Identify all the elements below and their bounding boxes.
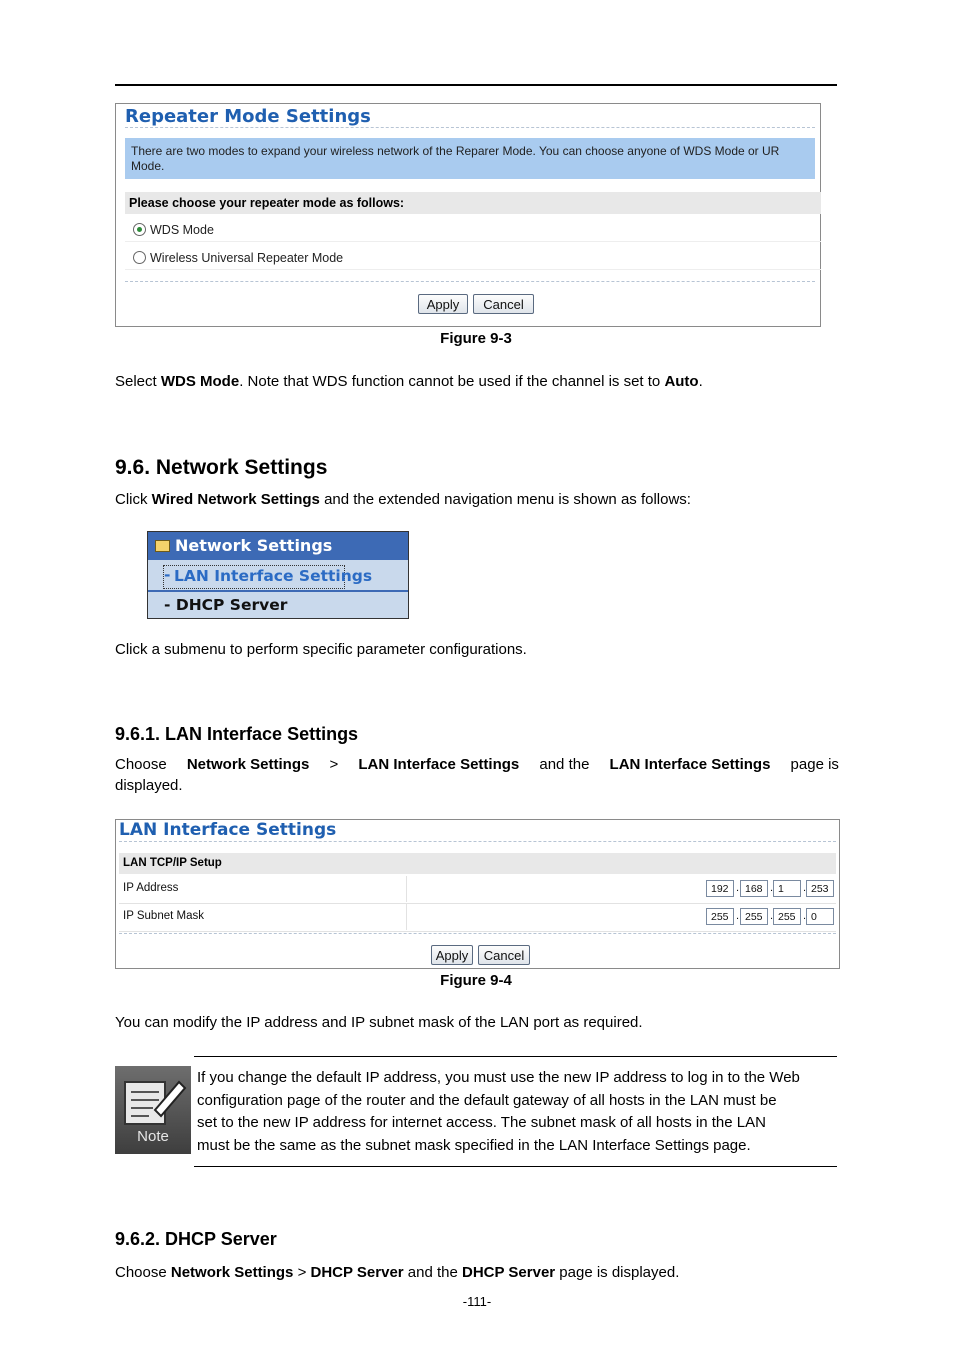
text: Choose xyxy=(115,1264,171,1281)
lan-cancel-button[interactable]: Cancel xyxy=(478,945,530,965)
note-icon xyxy=(115,1066,191,1154)
nav-item-lan-interface-settings[interactable] xyxy=(148,562,408,590)
text: Click xyxy=(115,491,152,508)
mask-octet-2[interactable]: 255 xyxy=(740,908,768,925)
wds-note-paragraph xyxy=(115,371,703,393)
section-9-6-1-heading: 9.6.1. LAN Interface Settings xyxy=(115,724,359,744)
ip-octet-4[interactable]: 253 xyxy=(806,880,834,897)
section-9-6-intro xyxy=(115,489,691,511)
bold-wds-mode: WDS Mode xyxy=(160,373,240,390)
figure-9-3-caption: Figure 9-3 xyxy=(440,330,512,347)
text: > xyxy=(293,1264,311,1281)
figure-9-4-caption: Figure 9-4 xyxy=(440,972,512,989)
buttons-divider xyxy=(125,281,815,282)
bold-wired-network-settings: Wired Network Settings xyxy=(151,491,320,508)
bold-lan-interface-settings: LAN Interface Settings xyxy=(609,756,771,773)
note-line: If you change the default IP address, you must use the new IP address to log in to the Web xyxy=(197,1069,800,1086)
page-number: -111- xyxy=(462,1294,492,1309)
note-line: configuration page of the router and the default gateway of all hosts in the LAN must be xyxy=(197,1091,777,1109)
text: . Note that WDS function cannot be used if the channel is set to xyxy=(239,373,665,390)
text: > xyxy=(329,756,339,773)
option-universal-repeater[interactable] xyxy=(125,246,821,270)
text: page is displayed. xyxy=(555,1264,680,1281)
modify-paragraph: You can modify the IP address and IP subnet mask of the LAN port as required. xyxy=(115,1014,643,1031)
folder-icon xyxy=(155,540,170,552)
bold-network-settings: Network Settings xyxy=(186,756,310,773)
mask-octet-1[interactable]: 255 xyxy=(706,908,734,925)
text: page is xyxy=(790,756,839,773)
submenu-paragraph: Click a submenu to perform specific parameter configurations. xyxy=(115,641,527,658)
text: and the xyxy=(403,1264,463,1281)
lan-title-divider xyxy=(119,841,836,842)
section-9-6-1-line2: displayed. xyxy=(115,777,183,794)
ip-address-label: IP Address xyxy=(123,882,179,894)
mask-octet-3[interactable]: 255 xyxy=(773,908,801,925)
lan-apply-button[interactable]: Apply xyxy=(431,945,473,965)
section-9-6-1-line1 xyxy=(115,754,839,776)
section-9-6-2-heading: 9.6.2. DHCP Server xyxy=(115,1229,277,1249)
radio-unselected-icon[interactable] xyxy=(133,251,146,264)
repeater-mode-panel xyxy=(115,103,821,327)
lan-panel-title: LAN Interface Settings xyxy=(119,820,337,840)
section-9-6-heading: 9.6. Network Settings xyxy=(115,456,328,479)
bold-auto: Auto xyxy=(664,373,699,390)
repeater-prompt xyxy=(125,192,821,214)
ip-octet-1[interactable]: 192 xyxy=(706,880,734,897)
option-wds-mode[interactable] xyxy=(125,218,821,242)
note-top-rule xyxy=(194,1056,837,1057)
text: . xyxy=(698,373,703,390)
bold-dhcp-server: DHCP Server xyxy=(462,1264,556,1281)
cancel-button[interactable]: Cancel xyxy=(473,294,534,314)
lan-group-label: LAN TCP/IP Setup xyxy=(123,857,222,869)
dot-separator: . xyxy=(736,882,740,894)
ip-address-row xyxy=(119,876,836,904)
repeater-mode-title: Repeater Mode Settings xyxy=(125,106,371,127)
bold-dhcp-server: DHCP Server xyxy=(310,1264,404,1281)
bold-network-settings: Network Settings xyxy=(170,1264,294,1281)
column-divider xyxy=(406,876,407,902)
nav-item-dhcp-label: - DHCP Server xyxy=(164,596,288,614)
text: Choose xyxy=(115,756,167,773)
note-label: Note xyxy=(137,1128,169,1145)
subnet-mask-label: IP Subnet Mask xyxy=(123,910,204,922)
header-rule xyxy=(115,84,837,86)
ip-octet-3[interactable]: 1 xyxy=(773,880,801,897)
nav-item-marker: - xyxy=(164,566,171,584)
apply-button[interactable]: Apply xyxy=(418,294,468,314)
dot-separator: . xyxy=(803,910,807,922)
lan-buttons-divider xyxy=(119,933,836,934)
ip-octet-2[interactable]: 168 xyxy=(740,880,768,897)
dot-separator: . xyxy=(803,882,807,894)
dot-separator: . xyxy=(736,910,740,922)
subnet-mask-row xyxy=(119,904,836,932)
dot-separator: . xyxy=(770,882,774,894)
section-9-6-2-paragraph xyxy=(115,1262,679,1284)
title-divider xyxy=(125,127,815,128)
note-line: set to the new IP address for internet access. The subnet mask of all hosts in the LAN xyxy=(197,1114,766,1131)
column-divider xyxy=(406,904,407,930)
note-text xyxy=(197,1067,834,1157)
repeater-info-box: There are two modes to expand your wireless network of the Reparer Mode. You can choose anyone of WDS Mode or UR Mode. xyxy=(125,138,815,179)
lan-interface-panel xyxy=(115,819,840,969)
note-bottom-rule xyxy=(194,1166,837,1167)
nav-item-lan-label: LAN Interface Settings xyxy=(174,567,373,585)
text: and the xyxy=(539,756,590,773)
nav-item-dhcp-server[interactable] xyxy=(148,591,408,619)
text: Select xyxy=(115,373,161,390)
bold-lan-interface-settings: LAN Interface Settings xyxy=(358,756,520,773)
mask-octet-4[interactable]: 0 xyxy=(806,908,834,925)
network-settings-nav xyxy=(147,531,409,619)
option-ur-label: Wireless Universal Repeater Mode xyxy=(150,251,344,265)
text: and the extended navigation menu is shown as follows: xyxy=(319,491,691,508)
radio-selected-icon[interactable] xyxy=(133,223,146,236)
option-wds-label: WDS Mode xyxy=(150,223,214,237)
lan-group-header xyxy=(119,853,836,874)
nav-header-label: Network Settings xyxy=(175,536,333,555)
dot-separator: . xyxy=(770,910,774,922)
nav-header[interactable] xyxy=(148,532,408,560)
note-line: must be the same as the subnet mask specified in the LAN Interface Settings page. xyxy=(197,1136,751,1154)
repeater-prompt-text: Please choose your repeater mode as follows: xyxy=(129,196,405,210)
